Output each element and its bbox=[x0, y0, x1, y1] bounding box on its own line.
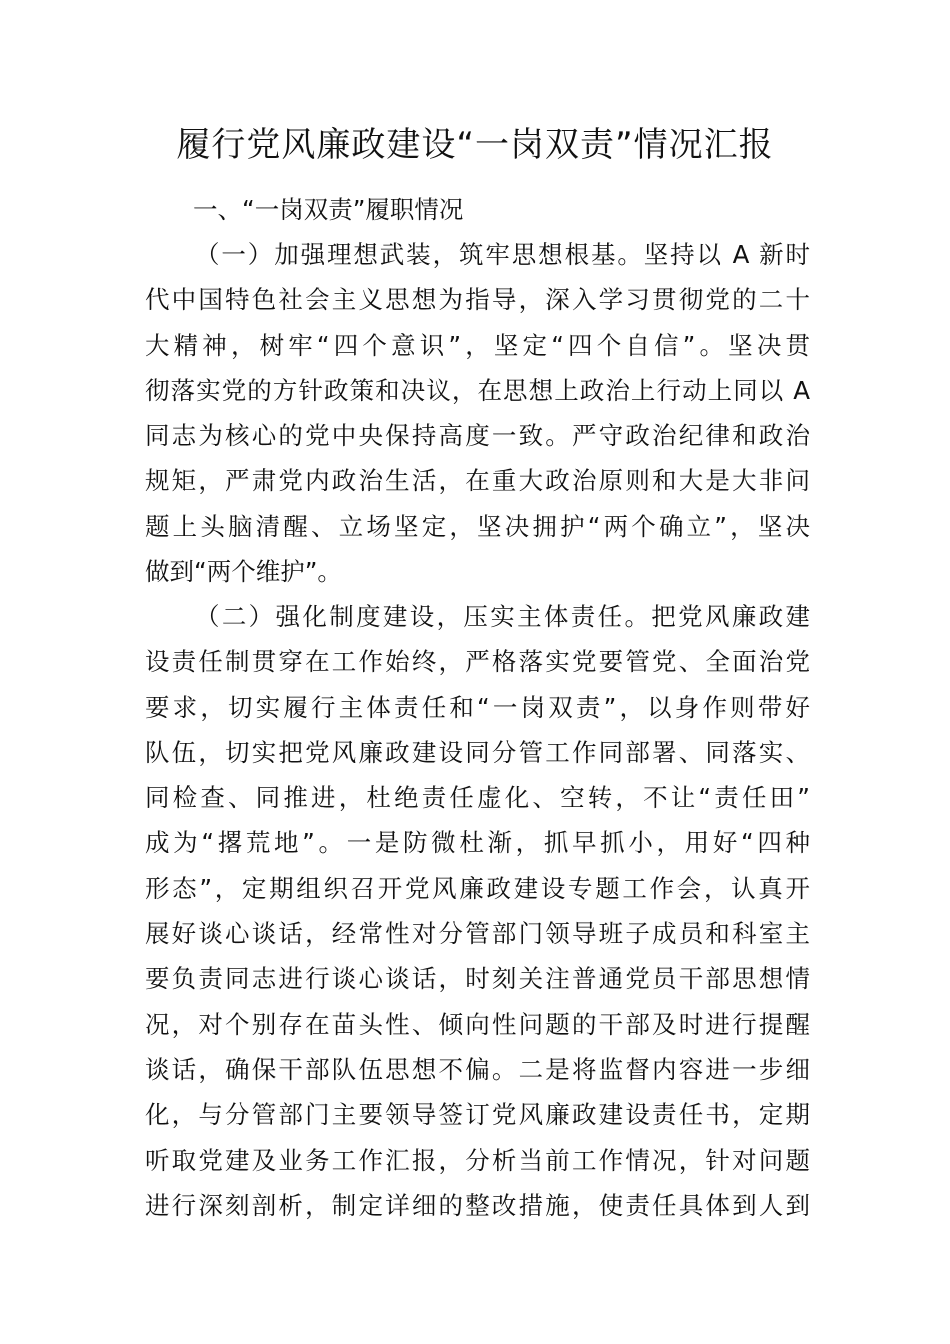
paragraph-1-line: 代中国特色社会主义思想为指导，深入学习贯彻党的二十 bbox=[145, 285, 810, 315]
section-heading: 一、“一岗双责”履职情况 bbox=[193, 195, 464, 224]
paragraph-2-line: 展好谈心谈话，经常性对分管部门领导班子成员和科室主 bbox=[145, 919, 810, 949]
paragraph-2-line: 化，与分管部门主要领导签订党风廉政建设责任书，定期 bbox=[145, 1100, 810, 1130]
paragraph-2-line: 同检查、同推进，杜绝责任虚化、空转，不让“责任田” bbox=[145, 783, 810, 813]
paragraph-1-line: 做到“两个维护”。 bbox=[145, 557, 342, 587]
paragraph-2-line: 况，对个别存在苗头性、倾向性问题的干部及时进行提醒 bbox=[145, 1009, 810, 1039]
paragraph-1-line: 题上头脑清醒、立场坚定，坚决拥护“两个确立”，坚决 bbox=[145, 511, 810, 541]
paragraph-2-line: 队伍，切实把党风廉政建设同分管工作同部署、同落实、 bbox=[145, 737, 810, 767]
paragraph-2-line: 谈话，确保干部队伍思想不偏。二是将监督内容进一步细 bbox=[145, 1054, 810, 1084]
paragraph-1 bbox=[145, 232, 810, 594]
paragraph-2-line: （二）强化制度建设，压实主体责任。把党风廉政建 bbox=[195, 602, 810, 631]
paragraph-1-line: 大精神，树牢“四个意识”，坚定“四个自信”。坚决贯 bbox=[145, 330, 810, 360]
paragraph-1-line: （一）加强理想武装，筑牢思想根基。坚持以 A 新时 bbox=[195, 240, 810, 269]
document-title: 履行党风廉政建设“一岗双责”情况汇报 bbox=[176, 125, 774, 165]
paragraph-2-line: 要求，切实履行主体责任和“一岗双责”，以身作则带好 bbox=[145, 692, 810, 722]
paragraph-1-line: 规矩，严肃党内政治生活，在重大政治原则和大是大非问 bbox=[145, 466, 810, 496]
paragraph-2-line: 设责任制贯穿在工作始终，严格落实党要管党、全面治党 bbox=[145, 647, 810, 677]
paragraph-2-line: 听取党建及业务工作汇报，分析当前工作情况，针对问题 bbox=[145, 1145, 810, 1175]
paragraph-2-line: 形态”，定期组织召开党风廉政建设专题工作会，认真开 bbox=[145, 873, 810, 903]
paragraph-1-line: 同志为核心的党中央保持高度一致。严守政治纪律和政治 bbox=[145, 421, 810, 451]
paragraph-2-line: 要负责同志进行谈心谈话，时刻关注普通党员干部思想情 bbox=[145, 964, 810, 994]
paragraph-2 bbox=[145, 594, 810, 1228]
paragraph-2-line: 进行深刻剖析，制定详细的整改措施，使责任具体到人到 bbox=[145, 1190, 810, 1220]
paragraph-1-line: 彻落实党的方针政策和决议，在思想上政治上行动上同以 A bbox=[145, 375, 810, 405]
paragraph-2-line: 成为“撂荒地”。一是防微杜渐，抓早抓小，用好“四种 bbox=[145, 828, 810, 858]
